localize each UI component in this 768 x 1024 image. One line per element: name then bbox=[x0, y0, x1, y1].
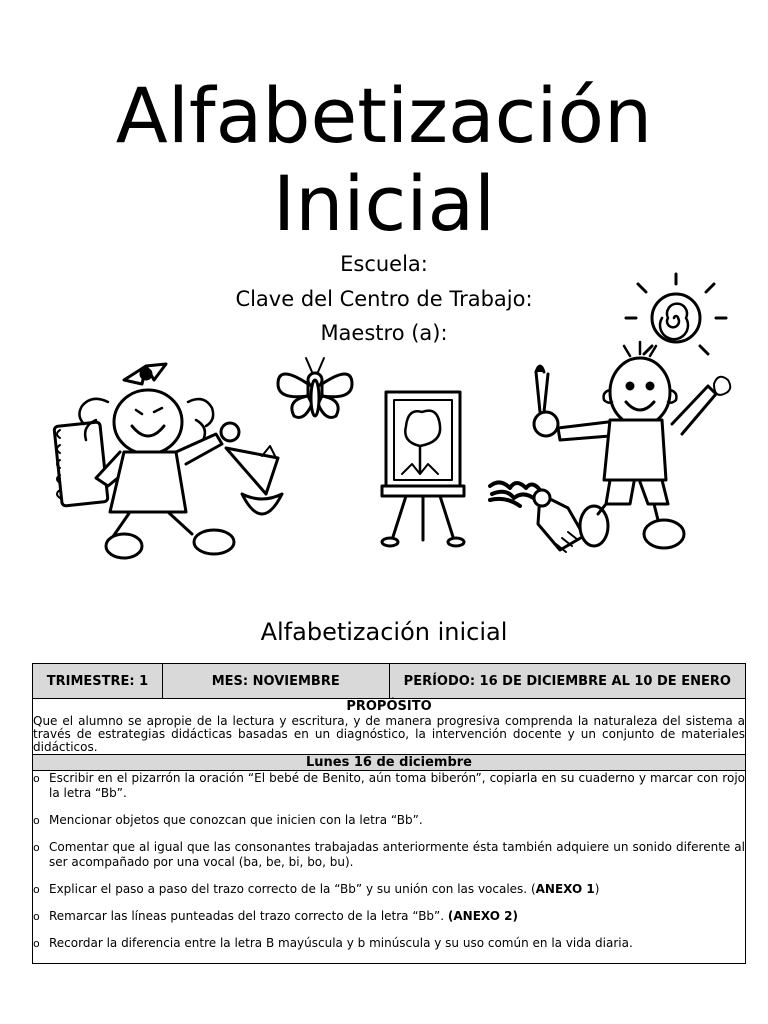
bullet-marker: o bbox=[33, 937, 40, 950]
cover-title-line1: Alfabetización bbox=[115, 71, 653, 160]
activity-tail: ) bbox=[594, 882, 600, 896]
cover-title-line2: Inicial bbox=[272, 159, 496, 248]
activity-text: Explicar el paso a paso del trazo correcto de la “Bb” y su unión con las vocales. ( bbox=[49, 882, 536, 896]
activity-text: Recordar la diferencia entre la letra B mayúscula y b minúscula y su uso común en la vida diaria. bbox=[49, 936, 633, 950]
bullet-marker: o bbox=[33, 910, 40, 923]
paint-tube-illustration bbox=[490, 482, 584, 552]
children-drawing bbox=[0, 270, 768, 570]
periodo-cell: PERÍODO: 16 DE DICIEMBRE AL 10 DE ENERO bbox=[389, 664, 745, 699]
list-item bbox=[33, 909, 745, 924]
purpose-title: PROPÓSITO bbox=[346, 699, 432, 714]
cct-label: Clave del Centro de Trabajo: bbox=[235, 287, 533, 311]
activity-text: Remarcar las líneas punteadas del trazo correcto de la letra “Bb”. bbox=[49, 909, 448, 923]
annex-reference: ANEXO 1 bbox=[535, 882, 595, 896]
teacher-label: Maestro (a): bbox=[320, 321, 448, 345]
list-item bbox=[33, 840, 745, 870]
activity-text: Escribir en el pizarrón la oración “El bebé de Benito, aún toma biberón”, copiarla en su cuaderno y marcar con rojo la letra “Bb”. bbox=[49, 771, 745, 800]
activities-list bbox=[33, 771, 745, 951]
annex-reference: (ANEXO 2) bbox=[447, 909, 518, 923]
day-row bbox=[33, 755, 746, 771]
lesson-plan-table bbox=[32, 663, 746, 964]
table-header-row bbox=[33, 664, 746, 699]
list-item bbox=[33, 882, 745, 897]
list-item bbox=[33, 813, 745, 828]
bullet-marker: o bbox=[33, 772, 40, 785]
butterfly-illustration bbox=[278, 358, 352, 418]
girl-illustration bbox=[54, 364, 282, 558]
day-heading: Lunes 16 de diciembre bbox=[33, 755, 746, 771]
bullet-marker: o bbox=[33, 841, 40, 854]
activity-text: Mencionar objetos que conozcan que inicien con la letra “Bb”. bbox=[49, 813, 423, 827]
list-item bbox=[33, 936, 745, 951]
activity-text: Comentar que al igual que las consonantes trabajadas anteriormente ésta también adquiere un sonido diferente al ser acompañado por una vocal (ba, be, bi, bo, bu). bbox=[49, 840, 745, 869]
list-item bbox=[33, 771, 745, 801]
bullet-marker: o bbox=[33, 883, 40, 896]
activities-row bbox=[33, 771, 746, 964]
easel-illustration bbox=[382, 392, 464, 546]
trimestre-cell: TRIMESTRE: 1 bbox=[33, 664, 163, 699]
mes-cell: MES: NOVIEMBRE bbox=[162, 664, 389, 699]
bullet-marker: o bbox=[33, 814, 40, 827]
purpose-text: Que el alumno se apropie de la lectura y escritura, y de manera progresiva comprenda la naturaleza del sistema a través de estrategias didácticas basadas en un diagnóstico, la intervención docente y un conjunto de materiales didácticos. bbox=[33, 714, 745, 754]
section-title: Alfabetización inicial bbox=[260, 618, 508, 646]
purpose-row bbox=[33, 699, 746, 755]
school-label: Escuela: bbox=[340, 252, 428, 276]
